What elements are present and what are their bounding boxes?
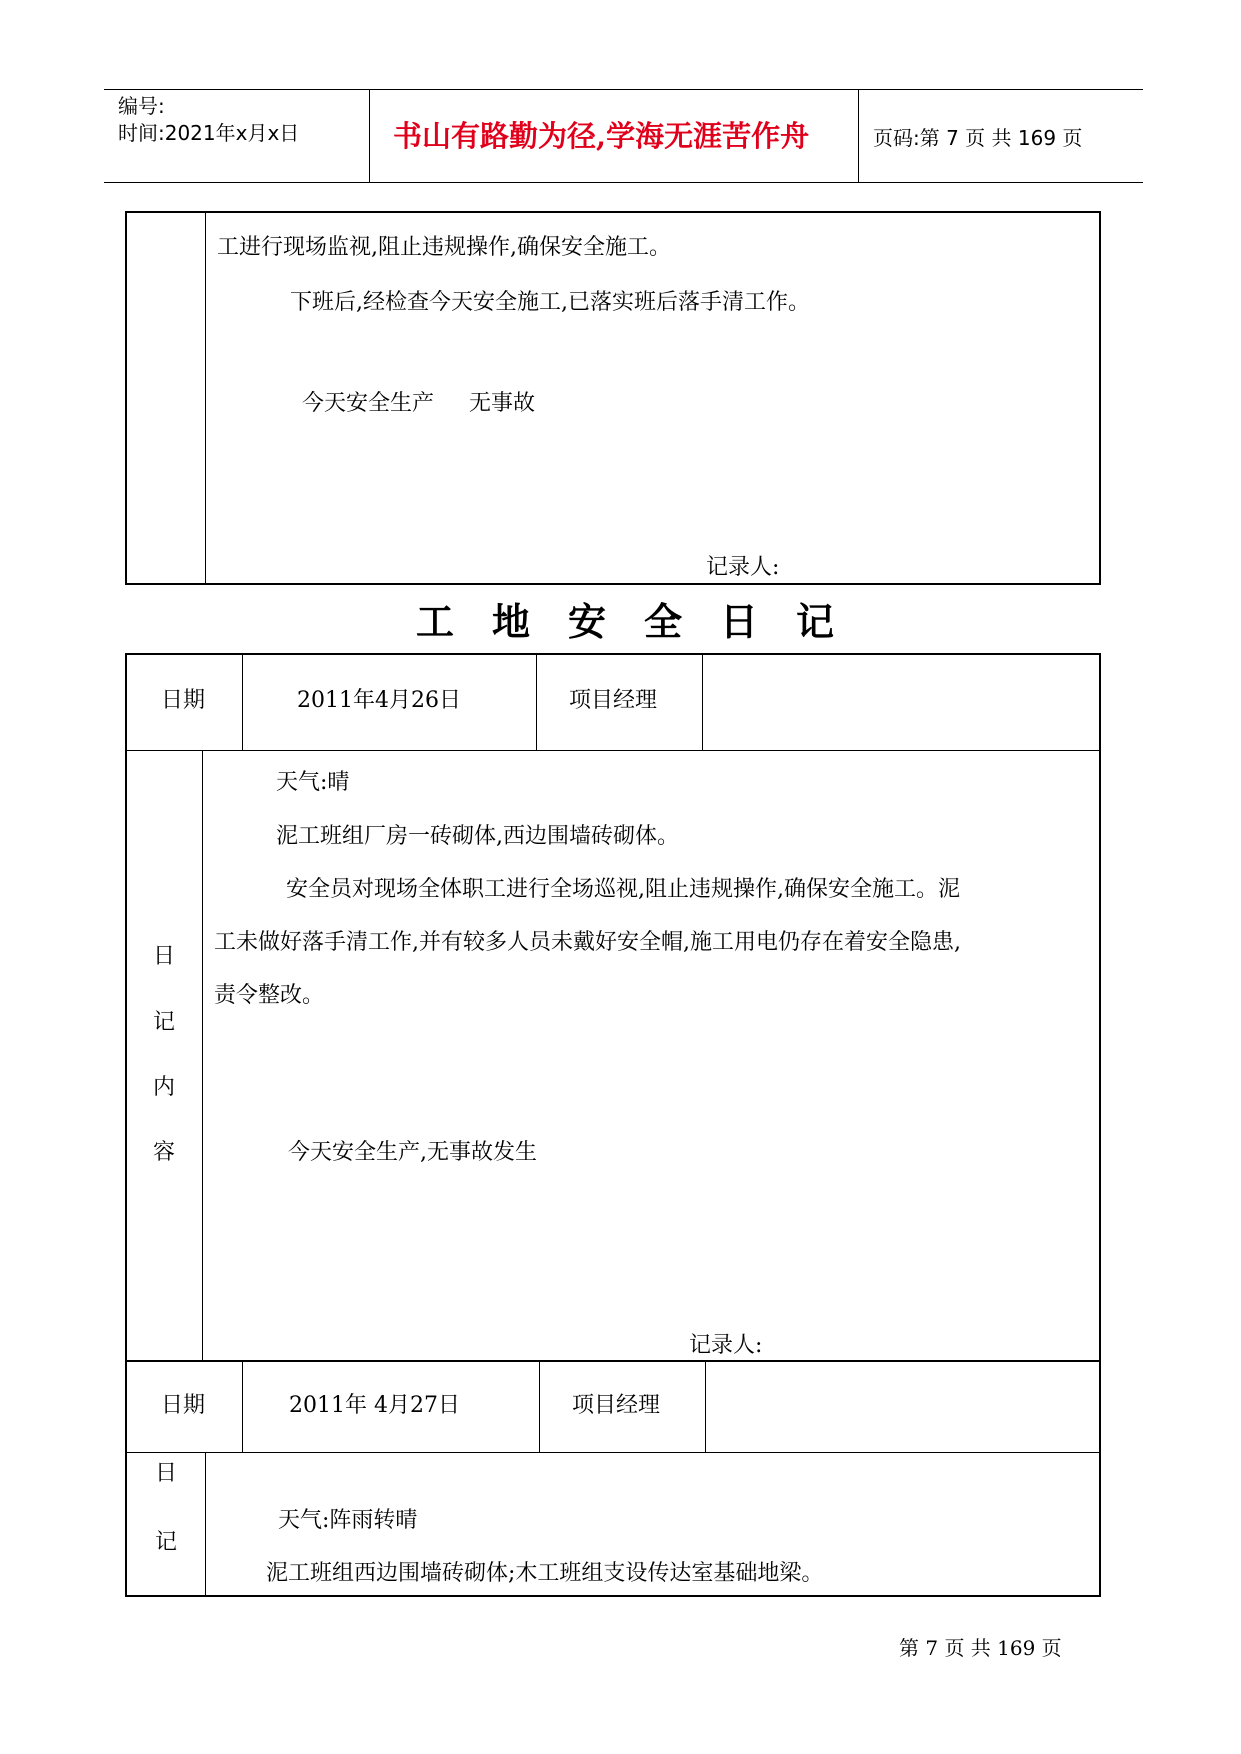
prev-entry-line-1: 工进行现场监视,阻止违规操作,确保安全施工。 [217,235,671,260]
prev-entry-line-2: 下班后,经检查今天安全施工,已落实班后落手清工作。 [290,290,810,315]
entry1-weather: 天气:晴 [276,770,350,795]
prev-entry-summary: 今天安全生产 无事故 [302,391,535,416]
header-top-rule [104,89,1143,90]
header-motto: 书山有路勤为径,学海无涯苦作舟 [393,119,810,153]
entry1-line-3: 工未做好落手清工作,并有较多人员未戴好安全帽,施工用电仍存在着安全隐患, [214,930,961,955]
cell-divider [242,1360,243,1452]
entry1-summary: 今天安全生产,无事故发生 [288,1140,537,1165]
cell-divider [242,653,243,750]
header-divider-right [858,89,859,183]
entry2-date-label: 日期 [161,1393,206,1418]
title-char: 工 [416,599,455,644]
title-char: 记 [796,599,835,644]
row-divider [125,1360,1101,1362]
entry1-line-2: 安全员对现场全体职工进行全场巡视,阻止违规操作,确保安全施工。泥 [286,877,960,902]
side-label-char: 记 [153,1010,176,1035]
prev-entry-box [125,211,1101,585]
entry1-line-4: 责令整改。 [214,983,325,1008]
side-label-char: 日 [153,944,176,969]
title-char: 全 [644,599,683,644]
row-divider [125,750,1101,751]
page-code: 页码:第 7 页 共 169 页 [873,126,1083,150]
prev-entry-recorder: 记录人: [706,555,780,580]
header-bottom-rule [104,182,1143,183]
entry1-line-1: 泥工班组厂房一砖砌体,西边围墙砖砌体。 [276,824,679,849]
entry2-weather: 天气:阵雨转晴 [278,1508,418,1533]
title-char: 日 [720,599,759,644]
entry1-pm-label: 项目经理 [569,688,658,713]
content-side-divider [205,1452,206,1597]
header-divider-left [369,89,370,183]
cell-divider [539,1360,540,1452]
cell-divider [702,653,703,750]
entry2-date-value: 2011年 4月27日 [289,1393,460,1418]
entry1-date-label: 日期 [161,688,206,713]
time-label: 时间:2021年x月x日 [118,121,300,145]
row-divider [125,1452,1101,1453]
prev-entry-divider [205,211,206,585]
content-side-divider [202,750,203,1360]
title-char: 安 [568,599,607,644]
side-label-char: 记 [155,1530,178,1555]
entry2-line-1: 泥工班组西边围墙砖砌体;木工班组支设传达室基础地梁。 [266,1561,824,1586]
side-label-char: 内 [153,1075,176,1100]
page-footer: 第 7 页 共 169 页 [899,1636,1062,1660]
side-label-char: 容 [153,1140,176,1165]
cell-divider [536,653,537,750]
serial-number-label: 编号: [118,94,165,118]
side-label-char: 日 [155,1461,178,1486]
entry1-date-value: 2011年4月26日 [297,688,461,713]
entry1-recorder: 记录人: [689,1333,763,1358]
safety-log-table [125,653,1101,1597]
title-char: 地 [492,599,531,644]
entry2-pm-label: 项目经理 [572,1393,661,1418]
cell-divider [705,1360,706,1452]
